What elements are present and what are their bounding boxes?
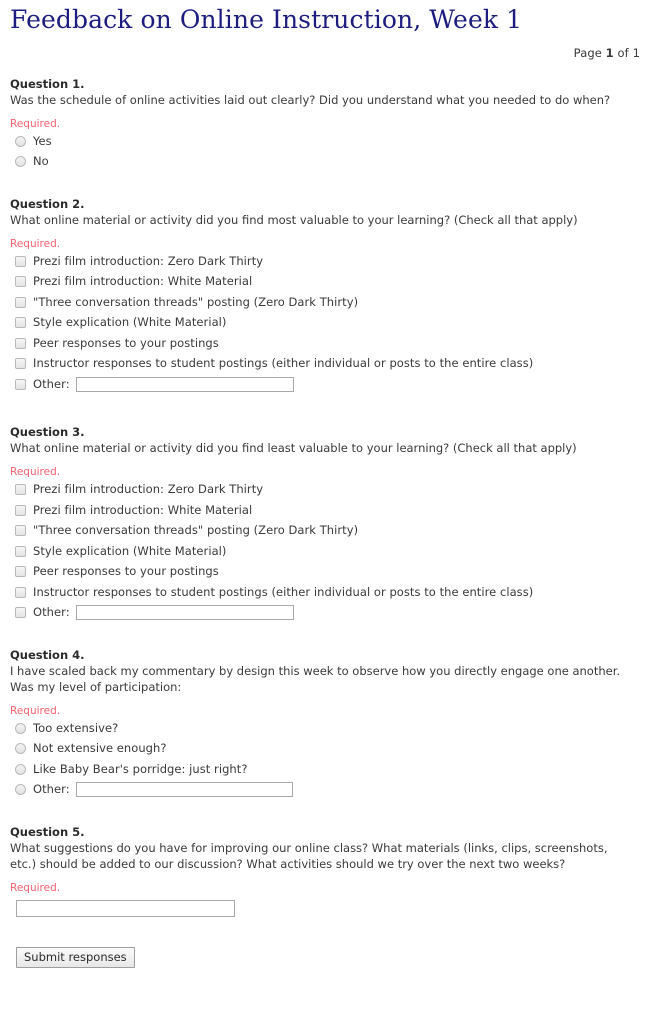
other-text-input[interactable] — [76, 377, 294, 392]
option-row-other[interactable] — [10, 602, 655, 623]
option-label: Prezi film introduction: White Material — [33, 274, 253, 289]
checkbox-icon[interactable] — [15, 525, 26, 536]
radio-button-icon[interactable] — [15, 764, 26, 775]
page-counter-middle: of — [613, 45, 633, 60]
checkbox-icon[interactable] — [15, 358, 26, 369]
radio-button-icon[interactable] — [15, 743, 26, 754]
question-text-4: I have scaled back my commentary by design this week to observe how you directly engage one another. Was my level of participation: — [10, 663, 621, 694]
option-label: Yes — [33, 133, 52, 148]
question-text-5: What suggestions do you have for improving our online class? What materials (links, clips, screenshots, etc.) should be added to our discussion? What activities should we try over the next two weeks? — [10, 840, 608, 871]
submit-responses-button[interactable]: Submit responses — [16, 947, 135, 968]
option-label: Peer responses to your postings — [33, 335, 219, 350]
option-label: Style explication (White Material) — [33, 315, 227, 330]
option-row[interactable] — [10, 541, 655, 562]
option-label: Like Baby Bear's porridge: just right? — [33, 761, 248, 776]
question-text-2: What online material or activity did you find most valuable to your learning? (Check all that apply) — [10, 212, 578, 227]
option-list-4 — [10, 718, 655, 800]
checkbox-icon[interactable] — [15, 546, 26, 557]
checkbox-icon[interactable] — [15, 276, 26, 287]
page-counter-total: 1 — [632, 45, 640, 60]
question-block-1 — [8, 76, 655, 172]
required-label-1: Required. — [10, 117, 61, 130]
option-row[interactable] — [10, 312, 655, 333]
option-row[interactable] — [10, 520, 655, 541]
option-row[interactable] — [10, 353, 655, 374]
option-row[interactable] — [10, 500, 655, 521]
option-row[interactable] — [10, 582, 655, 603]
option-row[interactable] — [10, 151, 655, 172]
question-block-2 — [8, 196, 655, 395]
option-row-other[interactable] — [10, 374, 655, 395]
question-text-3: What online material or activity did you find least valuable to your learning? (Check all that apply) — [10, 441, 577, 456]
checkbox-icon[interactable] — [15, 566, 26, 577]
checkbox-icon[interactable] — [15, 607, 26, 618]
option-label: Prezi film introduction: White Material — [33, 502, 253, 517]
checkbox-icon[interactable] — [15, 256, 26, 267]
option-row[interactable] — [10, 292, 655, 313]
option-label: No — [33, 154, 49, 169]
option-row[interactable] — [10, 333, 655, 354]
question-heading-2: Question 2. — [10, 196, 85, 211]
option-row[interactable] — [10, 271, 655, 292]
free-response-input[interactable] — [16, 900, 235, 917]
option-label: "Three conversation threads" posting (Zero Dark Thirty) — [33, 294, 359, 309]
question-block-5 — [8, 824, 655, 917]
question-block-4 — [8, 647, 655, 800]
question-heading-4: Question 4. — [10, 647, 85, 662]
required-label-3: Required. — [10, 466, 61, 479]
checkbox-icon[interactable] — [15, 587, 26, 598]
question-block-3 — [8, 424, 655, 623]
other-text-input[interactable] — [76, 782, 293, 797]
option-label: Peer responses to your postings — [33, 564, 219, 579]
question-heading-5: Question 5. — [10, 824, 85, 839]
radio-button-icon[interactable] — [15, 136, 26, 147]
required-label-4: Required. — [10, 704, 61, 717]
option-label: Instructor responses to student postings (either individual or posts to the entire class) — [33, 584, 534, 599]
option-label: Style explication (White Material) — [33, 543, 227, 558]
question-text-1: Was the schedule of online activities laid out clearly? Did you understand what you needed to do when? — [10, 92, 611, 107]
option-row[interactable] — [10, 251, 655, 272]
submit-area — [8, 947, 655, 968]
option-label: Other: — [33, 376, 70, 391]
question-heading-3: Question 3. — [10, 425, 85, 440]
checkbox-icon[interactable] — [15, 484, 26, 495]
option-row[interactable] — [10, 759, 655, 780]
checkbox-icon[interactable] — [15, 338, 26, 349]
option-label: Instructor responses to student postings (either individual or posts to the entire class) — [33, 356, 534, 371]
radio-button-icon[interactable] — [15, 156, 26, 167]
page-counter — [8, 35, 655, 60]
option-row[interactable] — [10, 479, 655, 500]
option-row[interactable] — [10, 718, 655, 739]
checkbox-icon[interactable] — [15, 317, 26, 328]
option-list-1 — [10, 131, 655, 172]
option-label: Prezi film introduction: Zero Dark Thirty — [33, 253, 264, 268]
option-row[interactable] — [10, 561, 655, 582]
page-title: Feedback on Online Instruction, Week 1 — [10, 5, 523, 34]
option-label: Other: — [33, 605, 70, 620]
option-label: Not extensive enough? — [33, 741, 167, 756]
option-row-other[interactable] — [10, 779, 655, 800]
checkbox-icon[interactable] — [15, 379, 26, 390]
page-counter-current: 1 — [605, 45, 614, 60]
option-row[interactable] — [10, 738, 655, 759]
option-list-2 — [10, 251, 655, 395]
required-label-5: Required. — [10, 881, 61, 894]
radio-button-icon[interactable] — [15, 723, 26, 734]
option-label: Prezi film introduction: Zero Dark Thirty — [33, 482, 264, 497]
other-text-input[interactable] — [76, 605, 294, 620]
option-list-3 — [10, 479, 655, 623]
option-label: Too extensive? — [33, 720, 119, 735]
option-label: Other: — [33, 782, 70, 797]
checkbox-icon[interactable] — [15, 297, 26, 308]
question-heading-1: Question 1. — [10, 76, 85, 91]
radio-button-icon[interactable] — [15, 784, 26, 795]
checkbox-icon[interactable] — [15, 505, 26, 516]
option-row[interactable] — [10, 131, 655, 152]
option-label: "Three conversation threads" posting (Zero Dark Thirty) — [33, 523, 359, 538]
required-label-2: Required. — [10, 237, 61, 250]
page-counter-prefix: Page — [573, 45, 606, 60]
